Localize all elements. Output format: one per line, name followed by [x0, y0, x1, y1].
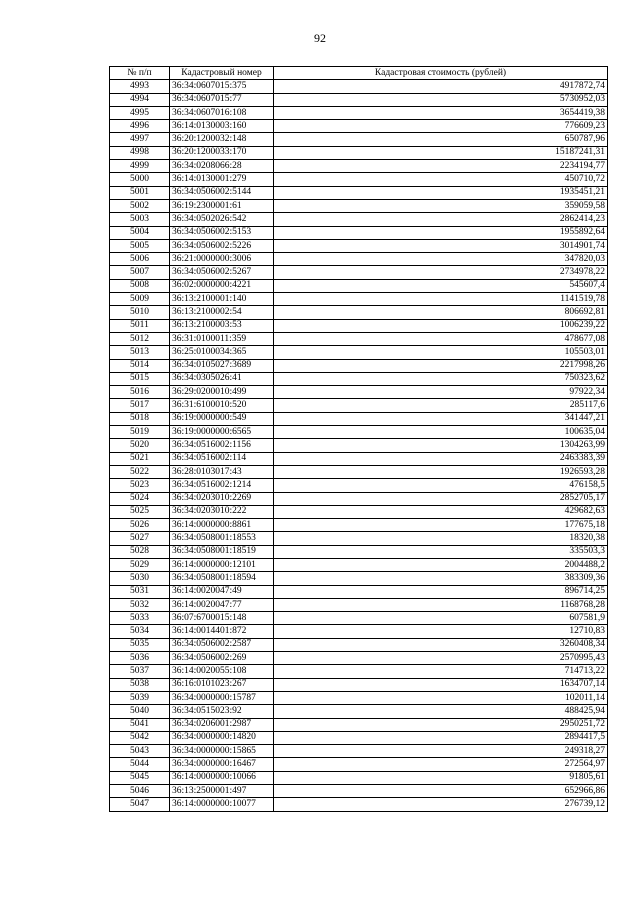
cadastral-number-cell: 36:29:0200010:499 — [170, 386, 274, 399]
cadastral-value-cell: 249318,27 — [274, 745, 608, 758]
cadastral-value-cell: 488425,94 — [274, 705, 608, 718]
table-row — [110, 572, 608, 585]
table-row — [110, 80, 608, 93]
row-number-cell: 5022 — [110, 465, 170, 478]
row-number-cell: 5025 — [110, 505, 170, 518]
cadastral-number-cell: 36:34:0508001:18553 — [170, 532, 274, 545]
row-number-cell: 5015 — [110, 372, 170, 385]
cadastral-value-cell: 1926593,28 — [274, 465, 608, 478]
cadastral-number-cell: 36:14:0020047:77 — [170, 598, 274, 611]
cadastral-value-cell: 2217998,26 — [274, 359, 608, 372]
cadastral-number-cell: 36:34:0206001:2987 — [170, 718, 274, 731]
table-row — [110, 492, 608, 505]
cadastral-value-cell: 476158,5 — [274, 479, 608, 492]
table-row — [110, 213, 608, 226]
cadastral-value-cell: 652966,86 — [274, 785, 608, 798]
row-number-cell: 5044 — [110, 758, 170, 771]
table-body — [110, 80, 608, 811]
table-row — [110, 598, 608, 611]
table-row — [110, 133, 608, 146]
row-number-cell: 5018 — [110, 412, 170, 425]
cadastral-value-cell: 272564,97 — [274, 758, 608, 771]
cadastral-value-cell: 2570995,43 — [274, 652, 608, 665]
cadastral-number-cell: 36:34:0516002:114 — [170, 452, 274, 465]
cadastral-value-cell: 15187241,31 — [274, 146, 608, 159]
table-row — [110, 785, 608, 798]
table-row — [110, 691, 608, 704]
cadastral-value-cell: 102011,14 — [274, 691, 608, 704]
row-number-cell: 5034 — [110, 625, 170, 638]
cadastral-number-cell: 36:20:1200032:148 — [170, 133, 274, 146]
cadastral-number-cell: 36:14:0000000:10077 — [170, 798, 274, 811]
cadastral-number-cell: 36:34:0506002:5153 — [170, 226, 274, 239]
cadastral-value-cell: 91805,61 — [274, 771, 608, 784]
cadastral-number-cell: 36:19:2300001:61 — [170, 199, 274, 212]
cadastral-value-cell: 12710,83 — [274, 625, 608, 638]
row-number-cell: 5037 — [110, 665, 170, 678]
cadastral-value-cell: 341447,21 — [274, 412, 608, 425]
row-number-cell: 4996 — [110, 120, 170, 133]
table-row — [110, 705, 608, 718]
cadastral-value-cell: 97922,34 — [274, 386, 608, 399]
cadastral-value-cell: 650787,96 — [274, 133, 608, 146]
row-number-cell: 5027 — [110, 532, 170, 545]
cadastral-number-cell: 36:31:0100011:359 — [170, 332, 274, 345]
row-number-cell: 5032 — [110, 598, 170, 611]
cadastral-value-cell: 714713,22 — [274, 665, 608, 678]
row-number-cell: 5047 — [110, 798, 170, 811]
cadastral-value-cell: 1006239,22 — [274, 319, 608, 332]
cadastral-value-cell: 105503,01 — [274, 346, 608, 359]
row-number-cell: 5002 — [110, 199, 170, 212]
cadastral-value-cell: 896714,25 — [274, 585, 608, 598]
table-row — [110, 426, 608, 439]
row-number-cell: 5010 — [110, 306, 170, 319]
cadastral-value-cell: 750323,62 — [274, 372, 608, 385]
row-number-cell: 4993 — [110, 80, 170, 93]
row-number-cell: 4998 — [110, 146, 170, 159]
cadastral-number-cell: 36:34:0515023:92 — [170, 705, 274, 718]
table-row — [110, 266, 608, 279]
table-row — [110, 293, 608, 306]
row-number-cell: 5046 — [110, 785, 170, 798]
table-row — [110, 731, 608, 744]
table-row — [110, 798, 608, 811]
table-row — [110, 226, 608, 239]
cadastral-number-cell: 36:14:0014401:872 — [170, 625, 274, 638]
table-row — [110, 718, 608, 731]
table-row — [110, 412, 608, 425]
cadastral-number-cell: 36:34:0000000:14820 — [170, 731, 274, 744]
table-row — [110, 372, 608, 385]
cadastral-value-cell: 3260408,34 — [274, 638, 608, 651]
cadastral-value-cell: 1955892,64 — [274, 226, 608, 239]
table-header-row — [110, 67, 608, 80]
table-row — [110, 625, 608, 638]
row-number-cell: 4997 — [110, 133, 170, 146]
cadastral-value-cell: 347820,03 — [274, 253, 608, 266]
table-row — [110, 665, 608, 678]
table-row — [110, 160, 608, 173]
header-row-number: № п/п — [110, 67, 170, 80]
row-number-cell: 5039 — [110, 691, 170, 704]
table-row — [110, 505, 608, 518]
cadastral-number-cell: 36:13:2100001:140 — [170, 293, 274, 306]
table-row — [110, 106, 608, 119]
cadastral-value-cell: 2234194,77 — [274, 160, 608, 173]
cadastral-number-cell: 36:34:0203010:222 — [170, 505, 274, 518]
cadastral-number-cell: 36:34:0506002:2587 — [170, 638, 274, 651]
table-row — [110, 319, 608, 332]
row-number-cell: 4999 — [110, 160, 170, 173]
cadastral-value-cell: 2950251,72 — [274, 718, 608, 731]
table-row — [110, 439, 608, 452]
row-number-cell: 5007 — [110, 266, 170, 279]
row-number-cell: 5000 — [110, 173, 170, 186]
cadastral-number-cell: 36:34:0516002:1214 — [170, 479, 274, 492]
cadastral-value-cell: 3654419,38 — [274, 106, 608, 119]
cadastral-value-table — [109, 66, 608, 812]
cadastral-number-cell: 36:34:0516002:1156 — [170, 439, 274, 452]
cadastral-number-cell: 36:14:0000000:12101 — [170, 558, 274, 571]
table-row — [110, 346, 608, 359]
row-number-cell: 5031 — [110, 585, 170, 598]
row-number-cell: 5029 — [110, 558, 170, 571]
cadastral-number-cell: 36:34:0508001:18594 — [170, 572, 274, 585]
table-row — [110, 585, 608, 598]
row-number-cell: 5030 — [110, 572, 170, 585]
table-row — [110, 93, 608, 106]
cadastral-value-cell: 5730952,03 — [274, 93, 608, 106]
cadastral-number-cell: 36:28:0103017:43 — [170, 465, 274, 478]
row-number-cell: 5023 — [110, 479, 170, 492]
row-number-cell: 5021 — [110, 452, 170, 465]
cadastral-value-cell: 2894417,5 — [274, 731, 608, 744]
table-row — [110, 519, 608, 532]
row-number-cell: 5005 — [110, 239, 170, 252]
table-row — [110, 279, 608, 292]
cadastral-number-cell: 36:19:0000000:549 — [170, 412, 274, 425]
cadastral-number-cell: 36:13:2100002:54 — [170, 306, 274, 319]
table-row — [110, 545, 608, 558]
cadastral-number-cell: 36:34:0000000:16467 — [170, 758, 274, 771]
cadastral-number-cell: 36:14:0020055:108 — [170, 665, 274, 678]
cadastral-value-cell: 1141519,78 — [274, 293, 608, 306]
cadastral-value-cell: 383309,36 — [274, 572, 608, 585]
row-number-cell: 5009 — [110, 293, 170, 306]
cadastral-value-cell: 3014901,74 — [274, 239, 608, 252]
row-number-cell: 5016 — [110, 386, 170, 399]
cadastral-value-cell: 100635,04 — [274, 426, 608, 439]
cadastral-value-cell: 450710,72 — [274, 173, 608, 186]
row-number-cell: 5011 — [110, 319, 170, 332]
cadastral-number-cell: 36:34:0506002:5226 — [170, 239, 274, 252]
cadastral-number-cell: 36:34:0305026:41 — [170, 372, 274, 385]
row-number-cell: 5004 — [110, 226, 170, 239]
table-row — [110, 652, 608, 665]
table-row — [110, 452, 608, 465]
cadastral-value-cell: 1634707,14 — [274, 678, 608, 691]
cadastral-value-cell: 2852705,17 — [274, 492, 608, 505]
cadastral-value-cell: 1935451,21 — [274, 186, 608, 199]
cadastral-number-cell: 36:34:0506002:269 — [170, 652, 274, 665]
cadastral-number-cell: 36:34:0607015:375 — [170, 80, 274, 93]
row-number-cell: 5006 — [110, 253, 170, 266]
cadastral-number-cell: 36:25:0100034:365 — [170, 346, 274, 359]
cadastral-number-cell: 36:34:0506002:5144 — [170, 186, 274, 199]
cadastral-value-cell: 335503,3 — [274, 545, 608, 558]
row-number-cell: 5001 — [110, 186, 170, 199]
cadastral-number-cell: 36:14:0130003:160 — [170, 120, 274, 133]
cadastral-number-cell: 36:20:1200033:170 — [170, 146, 274, 159]
table-row — [110, 771, 608, 784]
cadastral-number-cell: 36:31:6100010:520 — [170, 399, 274, 412]
row-number-cell: 5043 — [110, 745, 170, 758]
row-number-cell: 5019 — [110, 426, 170, 439]
page-number: 92 — [314, 31, 326, 45]
cadastral-number-cell: 36:34:0000000:15787 — [170, 691, 274, 704]
table-row — [110, 199, 608, 212]
cadastral-value-cell: 478677,08 — [274, 332, 608, 345]
row-number-cell: 5003 — [110, 213, 170, 226]
table-row — [110, 186, 608, 199]
cadastral-value-cell: 359059,58 — [274, 199, 608, 212]
table-row — [110, 306, 608, 319]
header-cadastral-number: Кадастровый номер — [170, 67, 274, 80]
row-number-cell: 5036 — [110, 652, 170, 665]
cadastral-number-cell: 36:14:0130001:279 — [170, 173, 274, 186]
cadastral-value-cell: 1304263,99 — [274, 439, 608, 452]
cadastral-number-cell: 36:13:2500001:497 — [170, 785, 274, 798]
row-number-cell: 5040 — [110, 705, 170, 718]
row-number-cell: 5012 — [110, 332, 170, 345]
cadastral-value-cell: 776609,23 — [274, 120, 608, 133]
cadastral-number-cell: 36:34:0000000:15865 — [170, 745, 274, 758]
row-number-cell: 5026 — [110, 519, 170, 532]
cadastral-number-cell: 36:14:0000000:10066 — [170, 771, 274, 784]
cadastral-value-cell: 285117,6 — [274, 399, 608, 412]
cadastral-value-cell: 545607,4 — [274, 279, 608, 292]
table-row — [110, 253, 608, 266]
cadastral-value-cell: 18320,38 — [274, 532, 608, 545]
cadastral-value-cell: 2862414,23 — [274, 213, 608, 226]
cadastral-number-cell: 36:34:0502026:542 — [170, 213, 274, 226]
cadastral-value-cell: 276739,12 — [274, 798, 608, 811]
table-row — [110, 758, 608, 771]
cadastral-number-cell: 36:13:2100003:53 — [170, 319, 274, 332]
cadastral-number-cell: 36:21:0000000:3006 — [170, 253, 274, 266]
table-row — [110, 479, 608, 492]
table-row — [110, 465, 608, 478]
cadastral-number-cell: 36:34:0506002:5267 — [170, 266, 274, 279]
row-number-cell: 5045 — [110, 771, 170, 784]
cadastral-value-cell: 177675,18 — [274, 519, 608, 532]
table-row — [110, 146, 608, 159]
cadastral-number-cell: 36:16:0101023:267 — [170, 678, 274, 691]
cadastral-number-cell: 36:34:0105027:3689 — [170, 359, 274, 372]
cadastral-value-cell: 2004488,2 — [274, 558, 608, 571]
cadastral-value-cell: 806692,81 — [274, 306, 608, 319]
cadastral-number-cell: 36:34:0208066:28 — [170, 160, 274, 173]
table-row — [110, 332, 608, 345]
table-row — [110, 386, 608, 399]
cadastral-number-cell: 36:14:0020047:49 — [170, 585, 274, 598]
cadastral-number-cell: 36:02:0000000:4221 — [170, 279, 274, 292]
table-row — [110, 359, 608, 372]
table-row — [110, 612, 608, 625]
cadastral-value-cell: 1168768,28 — [274, 598, 608, 611]
row-number-cell: 4994 — [110, 93, 170, 106]
table-row — [110, 532, 608, 545]
row-number-cell: 5028 — [110, 545, 170, 558]
row-number-cell: 5038 — [110, 678, 170, 691]
table-row — [110, 399, 608, 412]
row-number-cell: 5033 — [110, 612, 170, 625]
table-row — [110, 745, 608, 758]
cadastral-number-cell: 36:34:0203010:2269 — [170, 492, 274, 505]
cadastral-value-cell: 2463383,39 — [274, 452, 608, 465]
table-row — [110, 678, 608, 691]
row-number-cell: 4995 — [110, 106, 170, 119]
row-number-cell: 5041 — [110, 718, 170, 731]
row-number-cell: 5014 — [110, 359, 170, 372]
row-number-cell: 5013 — [110, 346, 170, 359]
table-row — [110, 638, 608, 651]
cadastral-number-cell: 36:34:0607015:77 — [170, 93, 274, 106]
row-number-cell: 5042 — [110, 731, 170, 744]
row-number-cell: 5017 — [110, 399, 170, 412]
cadastral-value-cell: 4917872,74 — [274, 80, 608, 93]
table-row — [110, 120, 608, 133]
cadastral-value-cell: 2734978,22 — [274, 266, 608, 279]
table-row — [110, 558, 608, 571]
row-number-cell: 5024 — [110, 492, 170, 505]
cadastral-number-cell: 36:34:0508001:18519 — [170, 545, 274, 558]
cadastral-number-cell: 36:14:0000000:8861 — [170, 519, 274, 532]
cadastral-number-cell: 36:07:6700015:148 — [170, 612, 274, 625]
cadastral-number-cell: 36:19:0000000:6565 — [170, 426, 274, 439]
table-row — [110, 173, 608, 186]
cadastral-number-cell: 36:34:0607016:108 — [170, 106, 274, 119]
row-number-cell: 5008 — [110, 279, 170, 292]
header-cadastral-value: Кадастровая стоимость (рублей) — [274, 67, 608, 80]
table-row — [110, 239, 608, 252]
row-number-cell: 5020 — [110, 439, 170, 452]
cadastral-value-cell: 607581,9 — [274, 612, 608, 625]
row-number-cell: 5035 — [110, 638, 170, 651]
cadastral-value-cell: 429682,63 — [274, 505, 608, 518]
